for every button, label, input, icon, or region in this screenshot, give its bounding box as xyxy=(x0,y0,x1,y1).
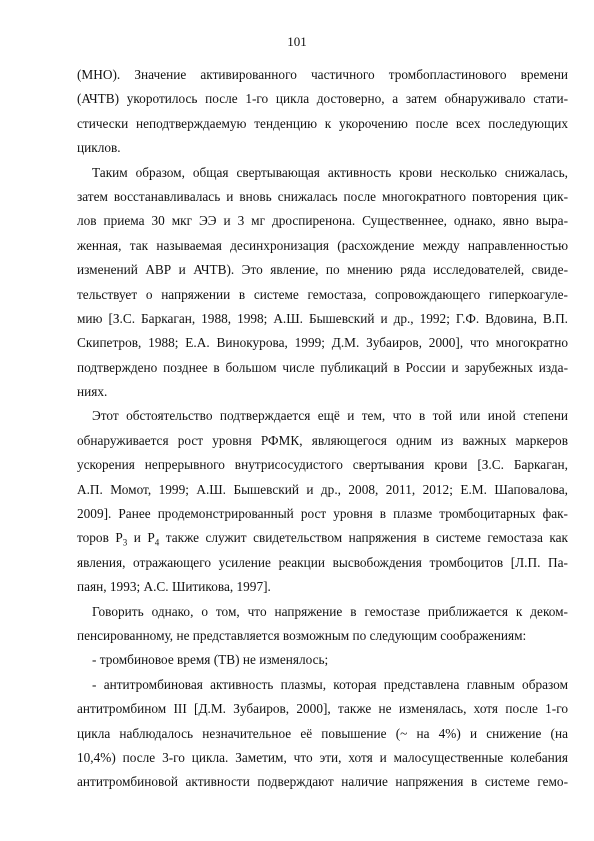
text-line: Скипетров, 1988; Е.А. Винокурова, 1999; Д.М. Зубаиров, 2000], что многократно xyxy=(77,335,568,351)
text-line: ускорения непрерывного внутрисосудистого свертывания крови [З.С. Баркаган, xyxy=(77,457,568,473)
text-line: антитромбиновой активности подверждают наличие напряжения в системе гемо- xyxy=(77,774,568,790)
text-line: подтверждено позднее в большом числе публикаций в России и зарубежных изда- xyxy=(77,359,568,375)
text-line: паян, 1993; А.С. Шитикова, 1997]. xyxy=(77,579,271,595)
text-line: Таким образом, общая свертывающая активность крови несколько снижалась, xyxy=(92,164,568,180)
text-line: (МНО). Значение активированного частичного тромбопластинового времени xyxy=(77,67,568,82)
subscript: 4 xyxy=(154,538,160,549)
text-line: тельствует о напряжении в системе гемостаза, сопровождающего гиперкоагуле- xyxy=(77,286,568,302)
text-line: антитромбином III [Д.М. Зубаиров, 2000], также не изменялась, хотя после 1-го xyxy=(77,701,568,717)
text-fragment: также служит свидетельством напряжения в системе гемостаза как xyxy=(159,530,568,546)
text-line: стически неподтверждаемую тенденцию к укорочению после всех последующих xyxy=(77,115,568,131)
text-line: изменений АВР и АЧТВ). Это явление, по мнению ряда исследователей, свиде- xyxy=(77,262,568,278)
text-line: лов приема 30 мкг ЭЭ и 3 мг дроспиренона. Существеннее, однако, явно выра- xyxy=(77,213,568,229)
text-line: пенсированному, не представляется возможным по следующим соображениям: xyxy=(77,627,527,643)
text-line: циклов. xyxy=(77,140,121,156)
text-line: мию [З.С. Баркаган, 1988, 1998; А.Ш. Бышевский и др., 1992; Г.Ф. Вдовина, В.П. xyxy=(77,310,568,326)
text-line: ниях. xyxy=(77,384,108,400)
body-text xyxy=(77,63,568,795)
text-line: затем восстанавливалась и вновь снижалась после многократного повторения цик- xyxy=(77,188,568,204)
text-fragment: и Р xyxy=(127,530,155,546)
text-line: 10,4%) после 3-го цикла. Заметим, что эти, хотя и малосущественные колебания xyxy=(77,749,568,765)
text-line: обнаруживается рост уровня РФМК, являющегося одним из важных маркеров xyxy=(77,432,568,448)
text-line: Этот обстоятельство подтверждается ещё и тем, что в той или иной степени xyxy=(92,408,568,424)
text-line: А.П. Момот, 1999; А.Ш. Бышевский и др., 2008, 2011, 2012; Е.М. Шаповалова, xyxy=(77,481,568,497)
page-number: 101 xyxy=(287,34,307,49)
text-fragment: торов Р xyxy=(77,530,123,546)
text-line: 2009]. Ранее продемонстрированный рост уровня в плазме тромбоцитарных фак- xyxy=(77,506,568,522)
text-line: - антитромбиновая активность плазмы, которая представлена главным образом xyxy=(92,676,568,692)
text-line: Говорить однако, о том, что напряжение в гемостазе приближается к деком- xyxy=(92,603,568,619)
text-line xyxy=(77,526,568,550)
text-line: (АЧТВ) укоротилось после 1-го цикла достоверно, а затем обнаруживало стати- xyxy=(77,91,568,107)
text-line: явления, отражающего усиление реакции высвобождения тромбоцитов [Л.П. Па- xyxy=(77,554,568,570)
subscript: 3 xyxy=(122,538,128,549)
text-line: - тромбиновое время (ТВ) не изменялось; xyxy=(92,652,329,668)
text-line: цикла наблюдалось незначительное её повышение (~ на 4%) и снижение (на xyxy=(77,725,568,741)
text-line: женная, так называемая десинхронизация (расхождение между направленностью xyxy=(77,237,568,253)
